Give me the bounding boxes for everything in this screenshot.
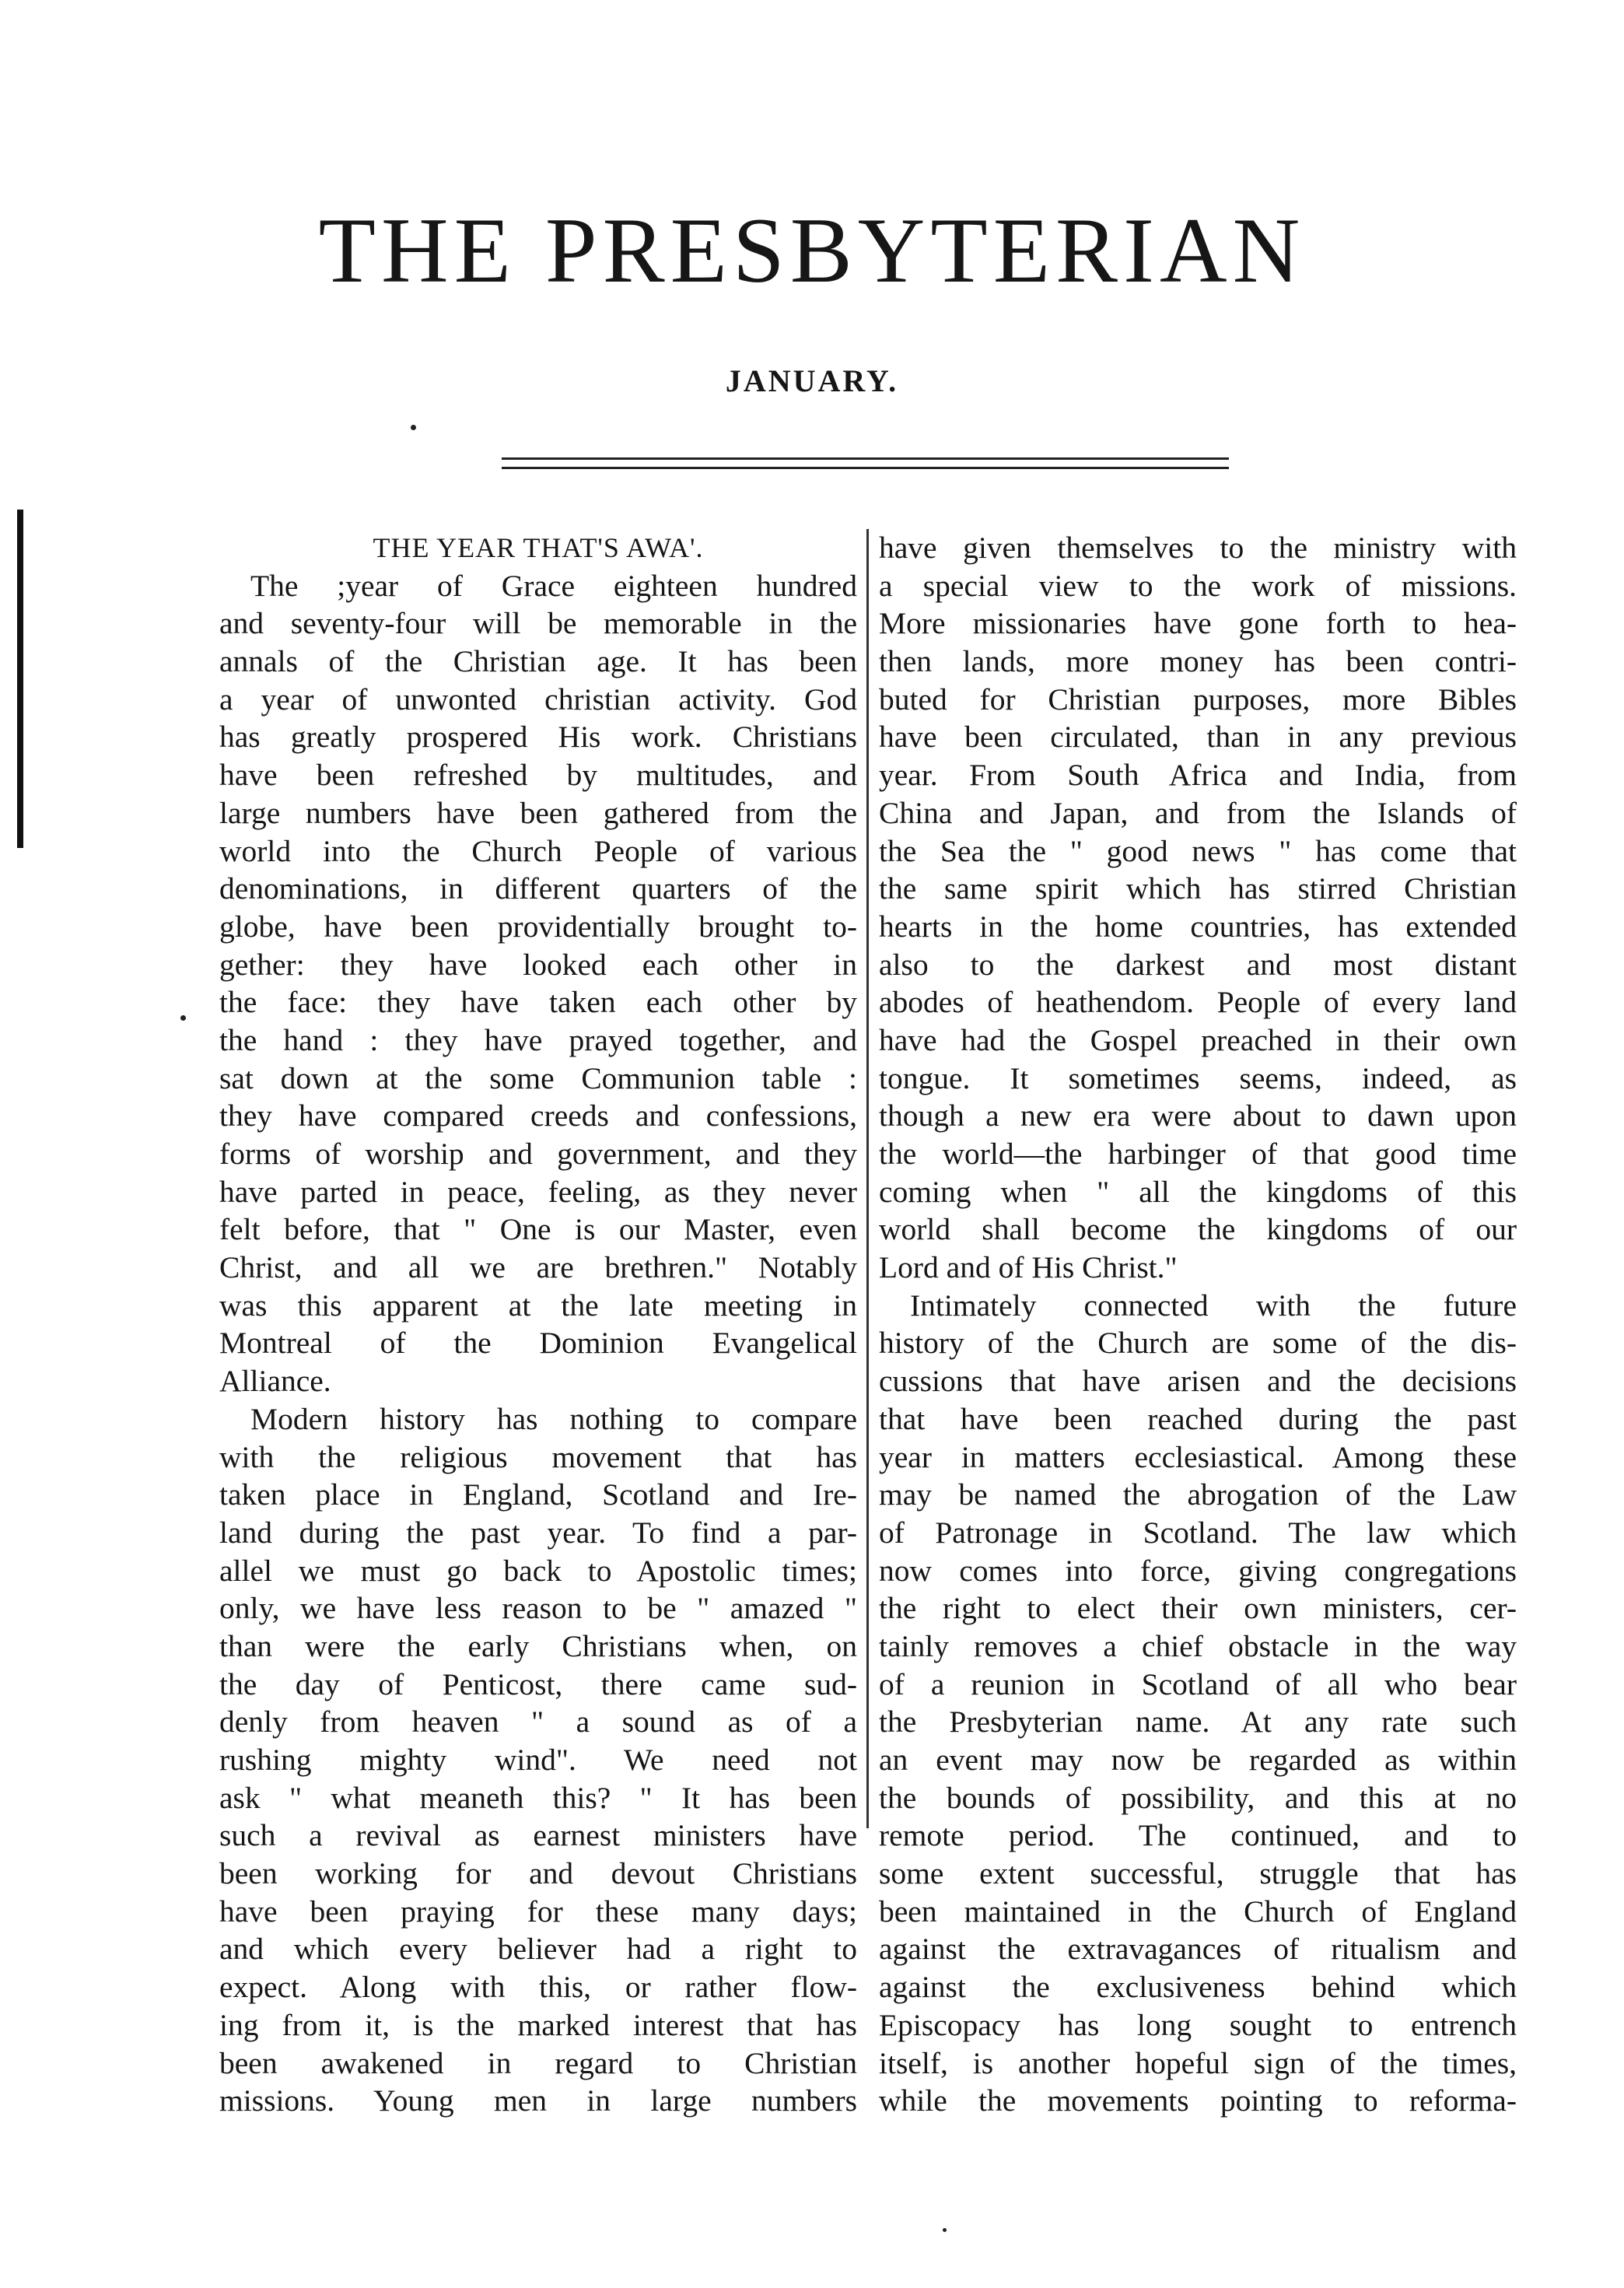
text-line: of Patronage in Scotland. The law which bbox=[879, 1515, 1517, 1550]
text-line: of a reunion in Scotland of all who bear bbox=[879, 1666, 1517, 1701]
text-line: Alliance. bbox=[219, 1364, 331, 1399]
text-line: denly from heaven " a sound as of a bbox=[219, 1705, 857, 1740]
text-line: such a revival as earnest ministers have bbox=[219, 1818, 857, 1853]
text-line: some extent successful, struggle that has bbox=[879, 1856, 1517, 1891]
text-line: coming when " all the kingdoms of this bbox=[879, 1174, 1517, 1209]
text-line: and seventy-four will be memorable in the bbox=[219, 606, 857, 641]
text-line: Modern history has nothing to compare bbox=[250, 1401, 857, 1436]
text-line: tongue. It sometimes seems, indeed, as bbox=[879, 1060, 1517, 1095]
ink-speck bbox=[411, 425, 416, 430]
text-line: have given themselves to the ministry with bbox=[879, 531, 1517, 565]
issue-month: JANUARY. bbox=[725, 363, 899, 398]
text-line: though a new era were about to dawn upon bbox=[879, 1098, 1517, 1133]
text-line: rushing mighty wind". We need not bbox=[219, 1743, 857, 1777]
article-title: THE YEAR THAT'S AWA'. bbox=[373, 532, 704, 563]
right-column-text bbox=[879, 529, 1517, 2120]
text-line: have had the Gospel preached in their own bbox=[879, 1022, 1517, 1057]
text-line: an event may now be regarded as within bbox=[879, 1743, 1517, 1777]
text-line: now comes into force, giving congregations bbox=[879, 1553, 1517, 1588]
text-line: only, we have less reason to be " amazed " bbox=[219, 1591, 857, 1626]
column-divider bbox=[866, 529, 869, 1828]
text-line: also to the darkest and most distant bbox=[879, 947, 1517, 982]
text-line: Intimately connected with the future bbox=[910, 1288, 1517, 1323]
text-line: against the extravagances of ritualism and bbox=[879, 1932, 1517, 1967]
text-line: have parted in peace, feeling, as they never bbox=[219, 1174, 857, 1209]
ink-speck bbox=[943, 2228, 947, 2232]
text-line: cussions that have arisen and the decisions bbox=[879, 1364, 1517, 1399]
text-line: been awakened in regard to Christian bbox=[219, 2045, 857, 2080]
text-line: buted for Christian purposes, more Bibles bbox=[879, 681, 1517, 717]
text-line: have been refreshed by multitudes, and bbox=[219, 758, 857, 793]
text-line: missions. Young men in large numbers bbox=[219, 2083, 857, 2118]
right-column bbox=[879, 529, 1517, 2120]
text-line: Montreal of the Dominion Evangelical bbox=[219, 1326, 857, 1361]
text-line: a special view to the work of missions. bbox=[879, 568, 1517, 603]
masthead-title: THE PRESBYTERIAN bbox=[318, 198, 1306, 302]
text-line: world shall become the kingdoms of our bbox=[879, 1212, 1517, 1247]
text-line: abodes of heathendom. People of every land bbox=[879, 985, 1517, 1020]
double-rule-bottom bbox=[502, 467, 1229, 469]
text-line: the world—the harbinger of that good time bbox=[879, 1137, 1517, 1171]
text-line: tainly removes a chief obstacle in the way bbox=[879, 1628, 1517, 1663]
text-line: Episcopacy has long sought to entrench bbox=[879, 2007, 1517, 2042]
margin-scan-mark bbox=[17, 510, 23, 848]
double-rule-top bbox=[502, 457, 1229, 460]
text-line: the right to elect their own ministers, cer- bbox=[879, 1591, 1517, 1626]
text-line: denominations, in different quarters of the bbox=[219, 871, 857, 906]
text-line: and which every believer had a right to bbox=[219, 1932, 857, 1967]
text-line: they have compared creeds and confessions, bbox=[219, 1098, 857, 1133]
text-line: been working for and devout Christians bbox=[219, 1856, 857, 1891]
text-line: globe, have been providentially brought to- bbox=[219, 909, 857, 944]
text-line: than were the early Christians when, on bbox=[219, 1628, 857, 1663]
text-line: the Presbyterian name. At any rate such bbox=[879, 1705, 1517, 1740]
text-line: year. From South Africa and India, from bbox=[879, 758, 1517, 793]
text-line: Christ, and all we are brethren." Notably bbox=[219, 1250, 857, 1285]
text-line: Lord and of His Christ." bbox=[879, 1250, 1178, 1285]
text-line: year in matters ecclesiastical. Among these bbox=[879, 1439, 1517, 1474]
text-line: felt before, that " One is our Master, even bbox=[219, 1212, 857, 1247]
text-line: China and Japan, and from the Islands of bbox=[879, 795, 1517, 830]
text-line: have been circulated, than in any previous bbox=[879, 720, 1517, 755]
text-line: the same spirit which has stirred Christian bbox=[879, 871, 1517, 906]
text-line: ask " what meaneth this? " It has been bbox=[219, 1780, 857, 1815]
text-line: forms of worship and government, and they bbox=[219, 1137, 857, 1171]
text-line: was this apparent at the late meeting in bbox=[219, 1288, 857, 1323]
text-line: been maintained in the Church of England bbox=[879, 1894, 1517, 1929]
text-line: have been praying for these many days; bbox=[219, 1894, 857, 1929]
text-line: the hand : they have prayed together, and bbox=[219, 1022, 857, 1057]
text-line: has greatly prospered His work. Christians bbox=[219, 720, 857, 755]
text-line: ing from it, is the marked interest that has bbox=[219, 2007, 857, 2042]
text-line: allel we must go back to Apostolic times; bbox=[219, 1553, 857, 1588]
text-line: remote period. The continued, and to bbox=[879, 1818, 1517, 1853]
text-line: large numbers have been gathered from the bbox=[219, 795, 857, 830]
text-line: land during the past year. To find a par- bbox=[219, 1515, 857, 1550]
text-line: More missionaries have gone forth to hea- bbox=[879, 606, 1517, 641]
text-line: itself, is another hopeful sign of the times, bbox=[879, 2045, 1517, 2080]
text-line: with the religious movement that has bbox=[219, 1439, 857, 1474]
text-line: the bounds of possibility, and this at no bbox=[879, 1780, 1517, 1815]
left-column bbox=[219, 529, 857, 2120]
text-line: then lands, more money has been contri- bbox=[879, 644, 1517, 679]
text-line: while the movements pointing to reforma- bbox=[879, 2083, 1517, 2118]
text-line: annals of the Christian age. It has been bbox=[219, 644, 857, 679]
text-line: the face: they have taken each other by bbox=[219, 985, 857, 1020]
text-line: against the exclusiveness behind which bbox=[879, 1970, 1517, 2005]
text-line: may be named the abrogation of the Law bbox=[879, 1477, 1517, 1512]
text-line: a year of unwonted christian activity. God bbox=[219, 681, 857, 717]
text-line: history of the Church are some of the dis- bbox=[879, 1326, 1517, 1361]
text-line: the Sea the " good news " has come that bbox=[879, 833, 1517, 868]
text-line: gether: they have looked each other in bbox=[219, 947, 857, 982]
left-column-text bbox=[219, 567, 857, 2120]
ink-speck bbox=[180, 1015, 186, 1021]
text-line: world into the Church People of various bbox=[219, 833, 857, 868]
text-line: expect. Along with this, or rather flow- bbox=[219, 1970, 857, 2005]
text-line: the day of Penticost, there came sud- bbox=[219, 1666, 857, 1701]
text-line: sat down at the some Communion table : bbox=[219, 1060, 857, 1095]
text-line: hearts in the home countries, has extended bbox=[879, 909, 1517, 944]
text-line: that have been reached during the past bbox=[879, 1401, 1517, 1436]
text-line: taken place in England, Scotland and Ire- bbox=[219, 1477, 857, 1512]
text-line: The ;year of Grace eighteen hundred bbox=[250, 568, 857, 603]
